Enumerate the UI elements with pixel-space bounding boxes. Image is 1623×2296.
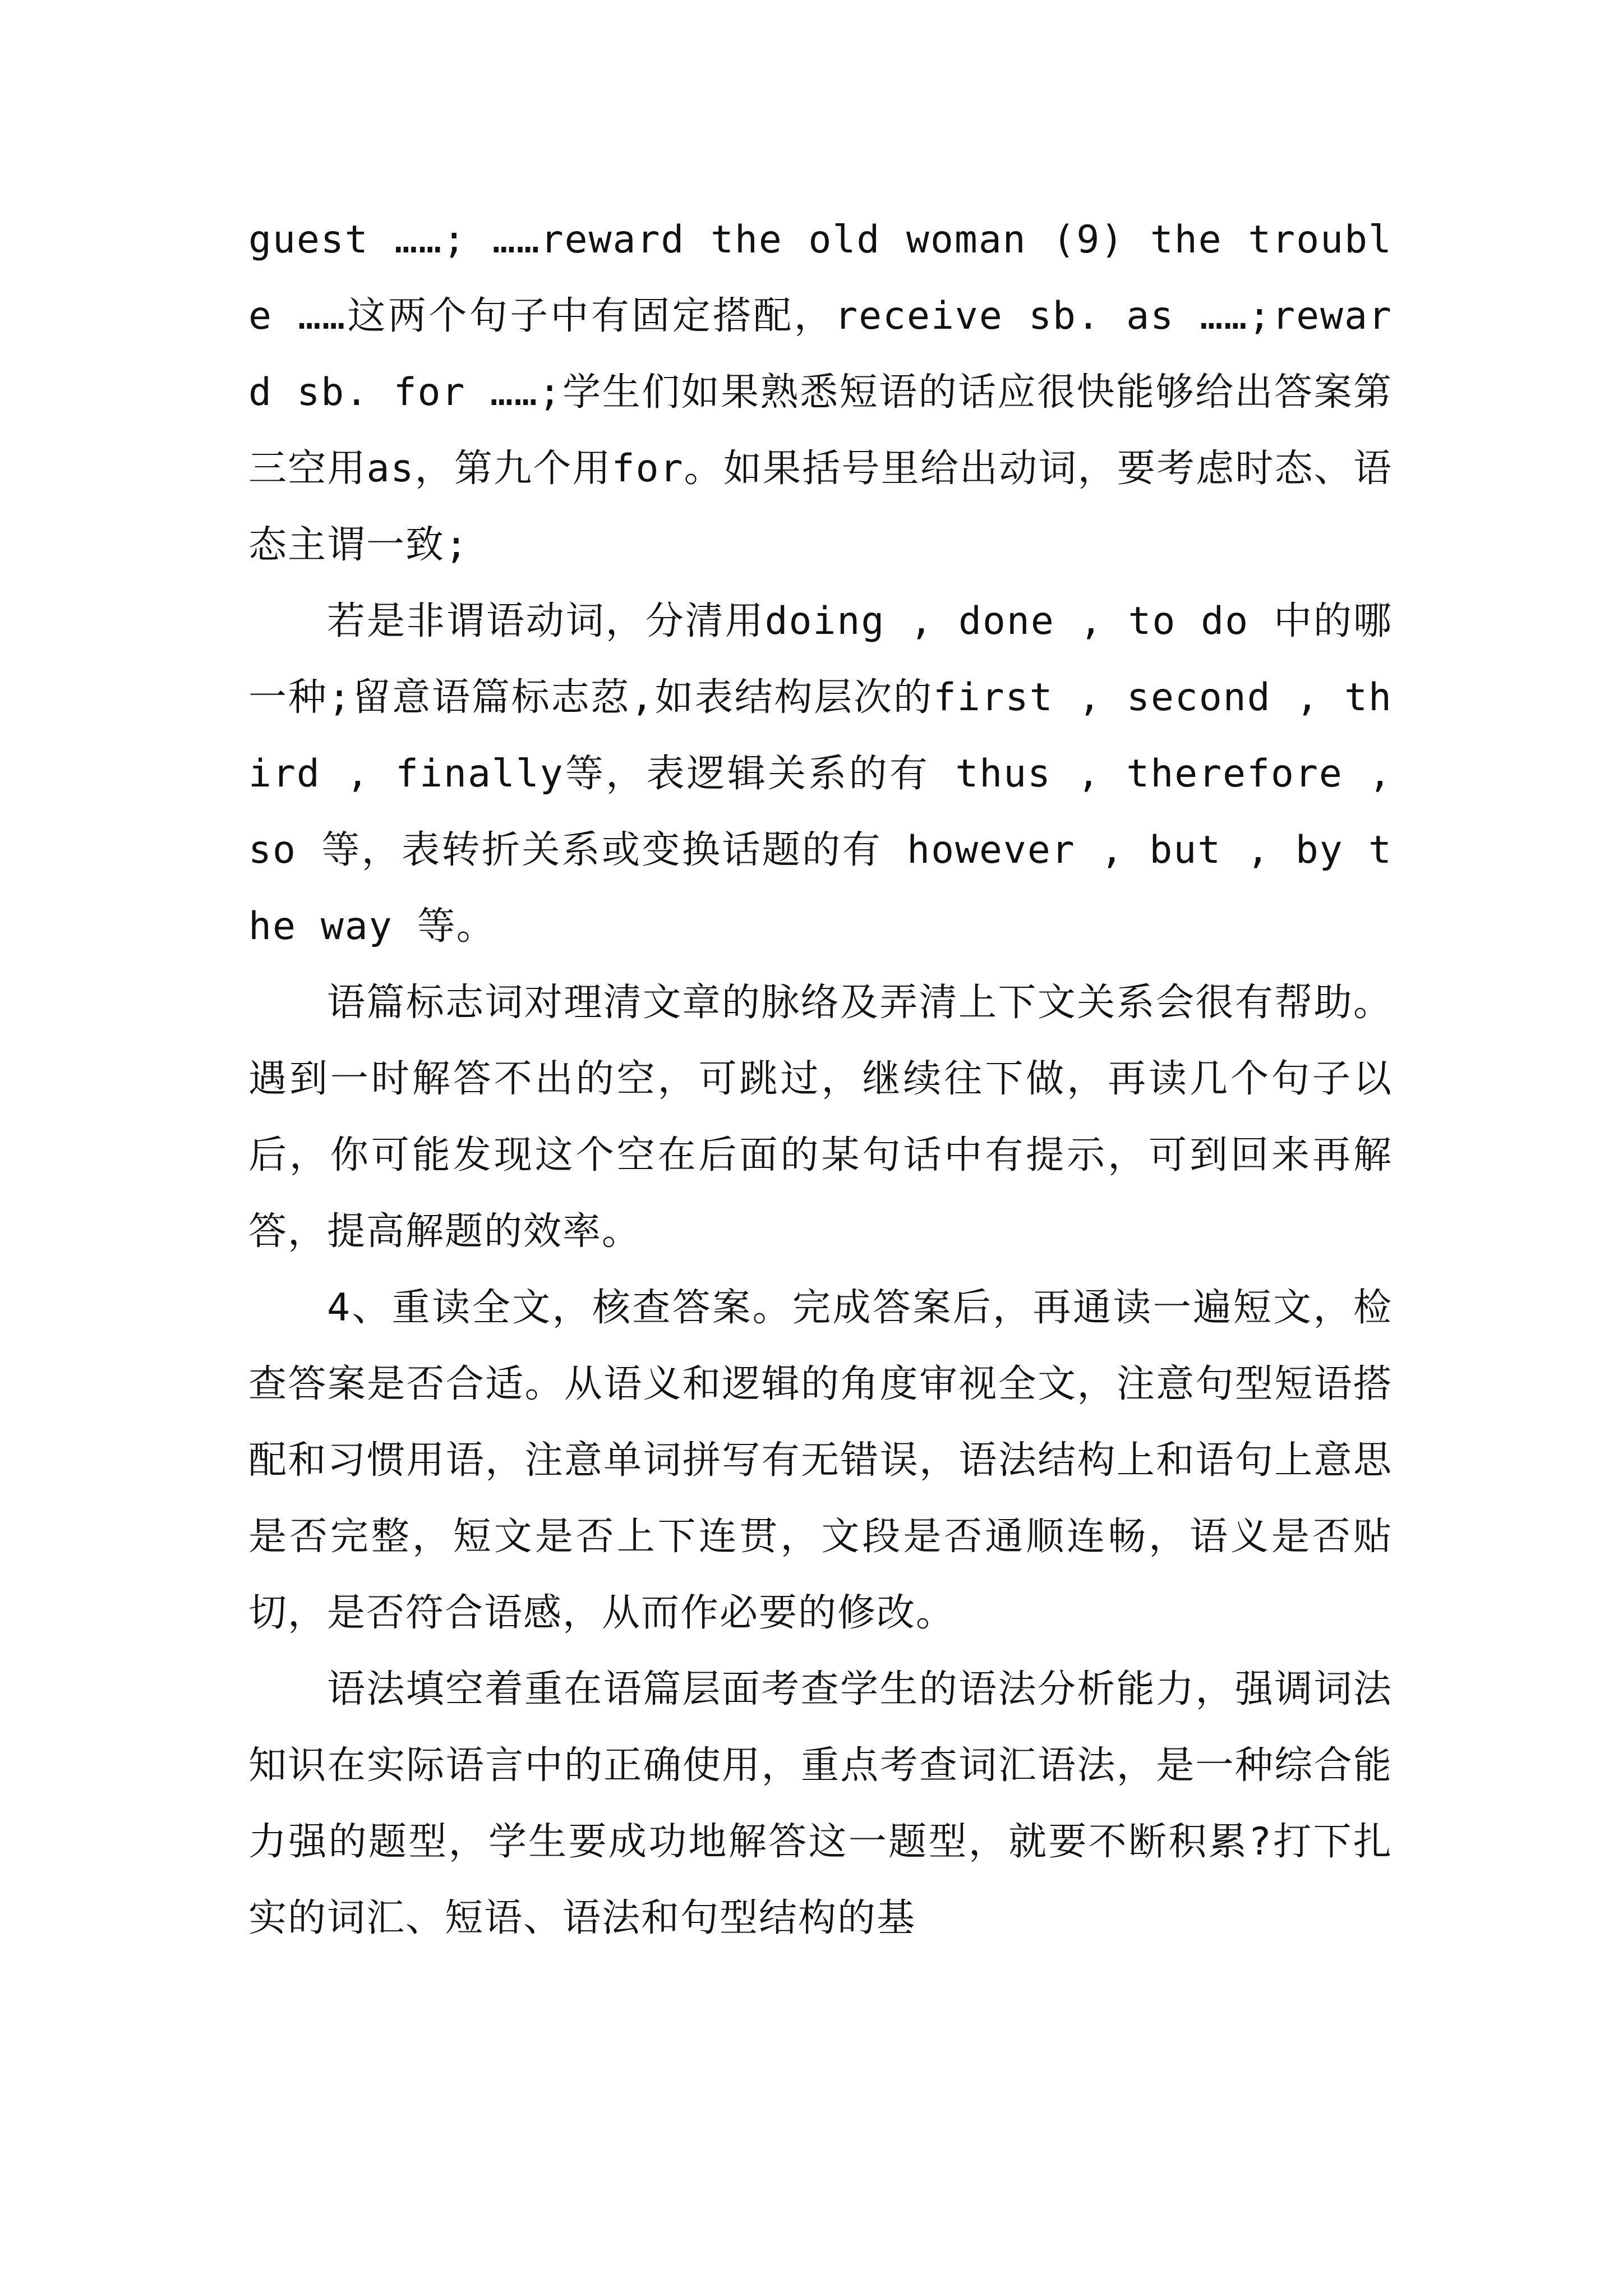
paragraph-step-4-review: 4、重读全文，核查答案。完成答案后，再通读一遍短文，检查答案是否合适。从语义和逻辑的角度审视全文，注意句型短语搭配和习惯用语，注意单词拼写有无错误，语法结构上和语句上意思是否完整，短文是否上下连贯，文段是否通顺连畅，语义是否贴切，是否符合语感，从而作必要的修改。 [248, 1286, 1393, 1635]
document-body [248, 202, 1393, 1957]
paragraph-discourse-markers: 语篇标志词对理清文章的脉络及弄清上下文关系会很有帮助。遇到一时解答不出的空，可跳过，继续往下做，再读几个句子以后，你可能发现这个空在后面的某句话中有提示，可到回来再解答，提高解题的效率。 [248, 981, 1393, 1254]
paragraph-non-finite-verbs: 若是非谓语动词，分清用doing , done , to do 中的哪一种;留意语篇标志荵,如表结构层次的first , second , third , finally等，表逻辑关系的有 thus , therefore , so 等，表转折关系或变换话题的有 however , but , by the way 等。 [248, 599, 1393, 949]
paragraph-summary: 语法填空着重在语篇层面考查学生的语法分析能力，强调词法知识在实际语言中的正确使用，重点考查词汇语法，是一种综合能力强的题型，学生要成功地解答这一题型，就要不断积累?打下扎实的词汇、短语、语法和句型结构的基 [248, 1667, 1393, 1940]
paragraph-continuation: guest ……; ……reward the old woman (9) the trouble ……这两个句子中有固定搭配，receive sb. as ……;reward sb. for ……;学生们如果熟悉短语的话应很快能够给出答案第三空用as，第九个用for。如果括号里给出动词，要考虑时态、语态主谓一致; [248, 218, 1393, 567]
